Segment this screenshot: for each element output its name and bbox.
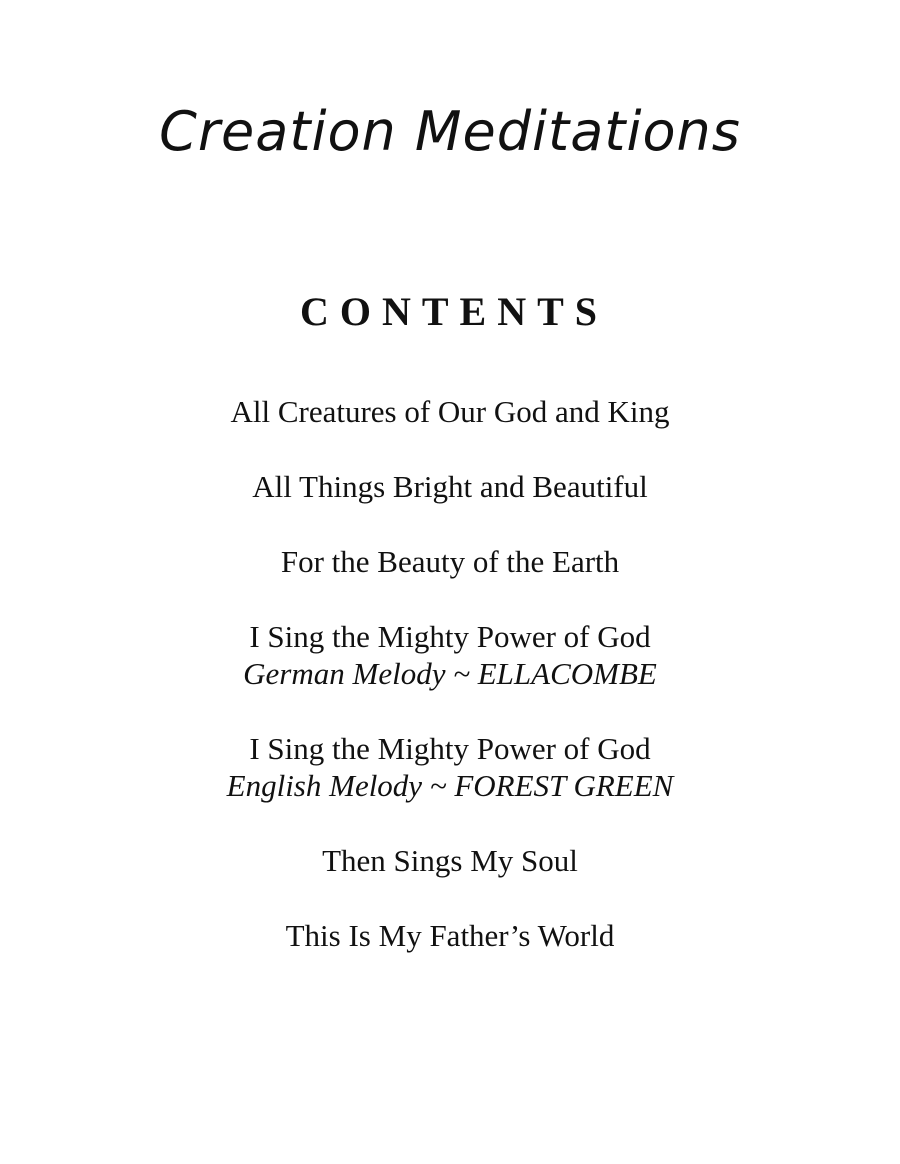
- toc-entry-title: Then Sings My Soul: [322, 843, 578, 878]
- toc-entry-all-things-bright: [0, 468, 900, 505]
- toc-entry-title: I Sing the Mighty Power of God: [249, 619, 651, 654]
- toc-entry-all-creatures: [0, 393, 900, 430]
- toc-entry-title: All Creatures of Our God and King: [230, 394, 670, 429]
- toc-entry-subtitle: German Melody ~ ELLACOMBE: [243, 656, 657, 691]
- toc-entry-subtitle: English Melody ~ FOREST GREEN: [226, 768, 674, 803]
- toc-entry-title: This Is My Father’s World: [285, 918, 615, 953]
- toc-entry-title: All Things Bright and Beautiful: [252, 469, 648, 504]
- toc-entry-title: I Sing the Mighty Power of God: [249, 731, 651, 766]
- toc-entry-then-sings-my-soul: [0, 842, 900, 879]
- table-of-contents: [0, 393, 900, 992]
- toc-entry-beauty-of-the-earth: [0, 543, 900, 580]
- toc-entry-mighty-power-ellacombe: [0, 618, 900, 692]
- book-title: Creation Meditations: [159, 100, 741, 163]
- toc-entry-fathers-world: [0, 917, 900, 954]
- toc-entry-title: For the Beauty of the Earth: [280, 544, 620, 579]
- toc-entry-mighty-power-forest-green: [0, 730, 900, 804]
- contents-heading: CONTENTS: [299, 289, 609, 334]
